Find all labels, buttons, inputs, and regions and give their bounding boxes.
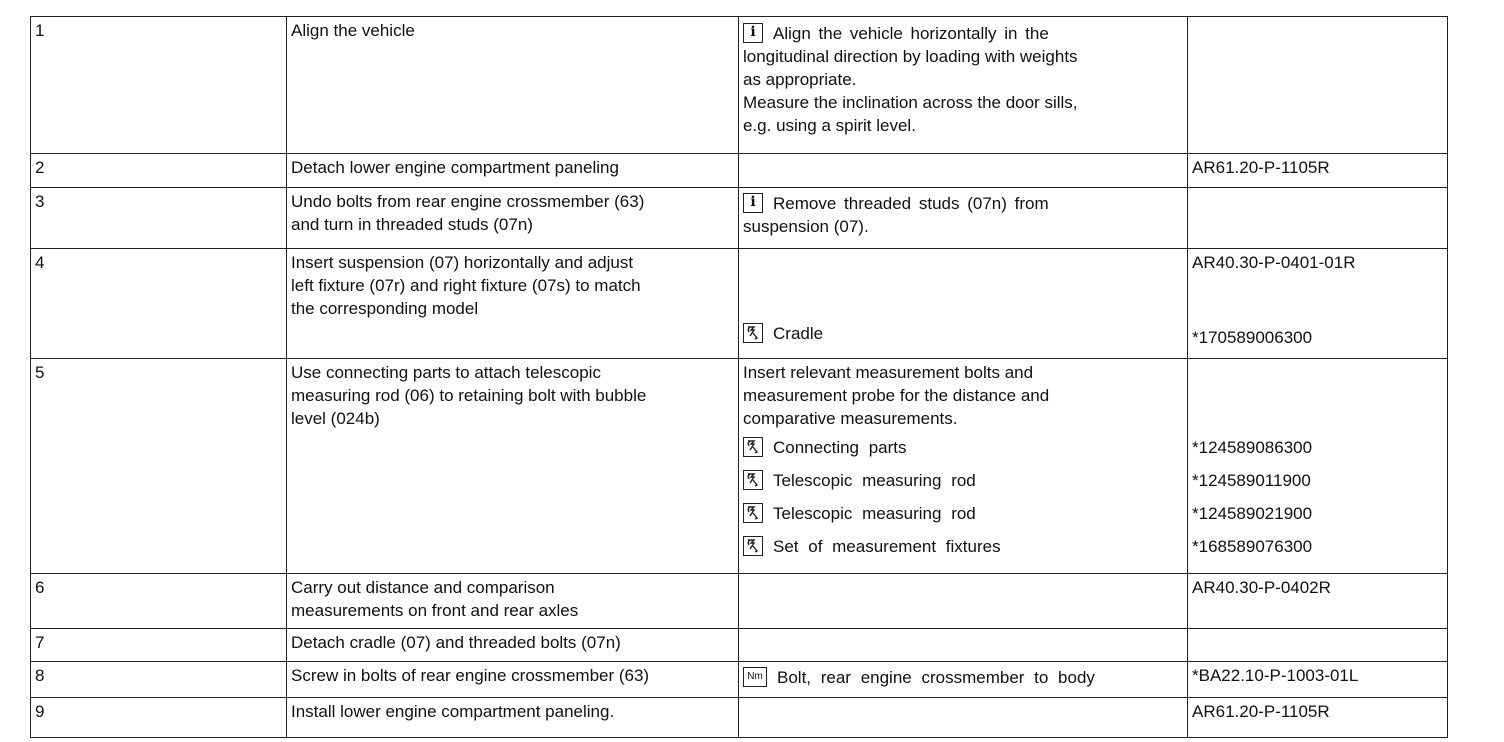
step-notes [739,154,1188,188]
tool-label: Telescopic measuring rod [773,471,976,490]
special-tool-icon [743,503,763,523]
info-icon: i [743,23,763,43]
step-row-1 [31,17,1448,154]
action-line: left fixture (07r) and right fixture (07s) to match [291,276,641,295]
step-action [287,359,739,574]
step-action: Install lower engine compartment paneling. [287,698,739,738]
info-icon: i [743,193,763,213]
step-row-4 [31,249,1448,359]
step-reference-link[interactable]: AR40.30-P-0402R [1188,574,1448,629]
step-notes [739,359,1188,574]
note-line: suspension (07). [743,217,869,236]
step-action [287,188,739,249]
step-reference [1188,359,1448,574]
step-notes [739,662,1188,698]
tool-item [743,436,1183,469]
note-line: Remove threaded studs (07n) from [773,194,1049,213]
tool-label: Telescopic measuring rod [773,504,976,523]
step-row-5 [31,359,1448,574]
step-row-3 [31,188,1448,249]
action-line: measuring rod (06) to retaining bolt with bubble [291,386,647,405]
note-line: comparative measurements. [743,409,958,428]
action-line: level (024b) [291,409,380,428]
note-line: longitudinal direction by loading with weights [743,47,1078,66]
step-number: 8 [31,662,287,698]
tool-label: Cradle [773,324,824,343]
step-notes [739,188,1188,249]
step-number: 4 [31,249,287,359]
step-notes [739,698,1188,738]
special-tool-icon [743,470,763,490]
tool-part-number: *168589076300 [1192,537,1313,556]
step-notes [739,17,1188,154]
tool-part-number: *124589011900 [1192,471,1311,490]
torque-icon: Nm [743,667,767,687]
step-action: Screw in bolts of rear engine crossmember (63) [287,662,739,698]
step-number: 2 [31,154,287,188]
tool-item [743,535,1183,568]
step-action [287,574,739,629]
step-row-8 [31,662,1448,698]
tool-item [743,469,1183,502]
tool-label: Set of measurement fixtures [773,537,1001,556]
tool-part-number: *170589006300 [1192,328,1313,347]
action-line: Carry out distance and comparison [291,578,555,597]
step-reference-link[interactable]: AR61.20-P-1105R [1188,698,1448,738]
action-line: and turn in threaded studs (07n) [291,215,533,234]
work-steps-table [30,16,1448,738]
special-tool-icon [743,437,763,457]
step-reference-link[interactable]: AR61.20-P-1105R [1188,154,1448,188]
step-number: 3 [31,188,287,249]
tool-item [743,502,1183,535]
torque-label: Bolt, rear engine crossmember to body [777,668,1095,687]
note-line: Measure the inclination across the door sills, [743,93,1078,112]
note-line: Align the vehicle horizontally in the [773,24,1049,43]
action-line: measurements on front and rear axles [291,601,579,620]
step-reference-link[interactable]: *BA22.10-P-1003-01L [1188,662,1448,698]
step-row-6 [31,574,1448,629]
step-reference [1188,249,1448,359]
step-notes [739,629,1188,662]
step-reference-link[interactable]: AR40.30-P-0401-01R [1192,253,1356,272]
special-tool-icon [743,323,763,343]
step-number: 7 [31,629,287,662]
action-line: Undo bolts from rear engine crossmember (63) [291,192,645,211]
note-line: measurement probe for the distance and [743,386,1050,405]
step-action: Detach cradle (07) and threaded bolts (07n) [287,629,739,662]
step-row-2 [31,154,1448,188]
step-action: Align the vehicle [287,17,739,154]
action-line: Use connecting parts to attach telescopic [291,363,601,382]
action-line: Insert suspension (07) horizontally and adjust [291,253,634,272]
note-line: Insert relevant measurement bolts and [743,363,1034,382]
tool-part-number: *124589021900 [1192,504,1313,523]
step-number: 9 [31,698,287,738]
step-action [287,249,739,359]
step-number: 1 [31,17,287,154]
tool-label: Connecting parts [773,438,907,457]
step-reference [1188,188,1448,249]
step-number: 5 [31,359,287,574]
step-reference [1188,629,1448,662]
step-reference [1188,17,1448,154]
step-row-9 [31,698,1448,738]
note-line: as appropriate. [743,70,857,89]
note-line: e.g. using a spirit level. [743,116,916,135]
special-tool-icon [743,536,763,556]
step-action: Detach lower engine compartment paneling [287,154,739,188]
action-line: the corresponding model [291,299,479,318]
step-row-7 [31,629,1448,662]
step-number: 6 [31,574,287,629]
step-notes [739,249,1188,359]
tool-part-number: *124589086300 [1192,438,1313,457]
step-notes [739,574,1188,629]
